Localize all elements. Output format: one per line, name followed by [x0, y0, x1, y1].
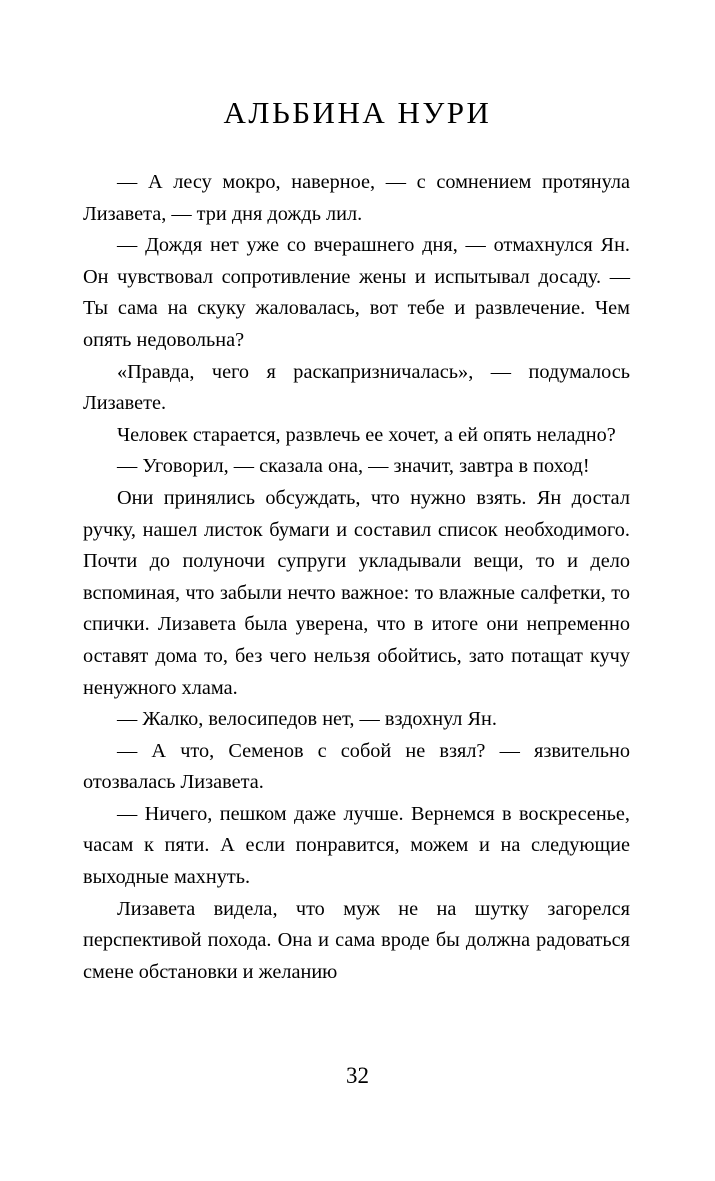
- paragraph: — Жалко, велосипедов нет, — вздохнул Ян.: [117, 708, 497, 731]
- paragraph: — Дождя нет уже со вчерашнего дня, — отмахнулся Ян. Он чувствовал сопротивление жены и испытывал досаду. — Ты сама на скуку жаловалась, вот тебе и развлечение. Чем опять недовольна?: [83, 234, 630, 351]
- page-body: [0, 131, 715, 988]
- paragraph: — А что, Семенов с собой не взял? — язвительно отозвалась Лизавета.: [83, 739, 630, 794]
- paragraph: Лизавета видела, что муж не на шутку загорелся перспективой похода. Она и сама вроде бы должна радоваться смене обстановки и желанию: [83, 897, 630, 983]
- paragraph: «Правда, чего я раскапризничалась», — подумалось Лизавете.: [83, 360, 630, 415]
- paragraph: Человек старается, развлечь ее хочет, а ей опять неладно?: [117, 423, 616, 446]
- paragraph: Они принялись обсуждать, что нужно взять. Ян достал ручку, нашел листок бумаги и составил список необходимого. Почти до полуночи супруги укладывали вещи, то и дело вспоминая, что забыли нечто важное: то влажные салфетки, то спички. Лизавета была уверена, что в итоге они непременно оставят дома то, без чего нельзя обойтись, зато потащат кучу ненужного хлама.: [83, 486, 630, 699]
- paragraph: — А лесу мокро, наверное, — с сомнением протянула Лизавета, — три дня дождь лил.: [83, 171, 630, 225]
- page-number: 32: [346, 1063, 369, 1088]
- paragraph: — Ничего, пешком даже лучше. Вернемся в воскресенье, часам к пяти. А если понравится, можем и на следующие выходные махнуть.: [83, 802, 630, 889]
- running-head: АЛЬБИНА НУРИ: [223, 95, 492, 130]
- paragraph: — Уговорил, — сказала она, — значит, завтра в поход!: [117, 455, 590, 478]
